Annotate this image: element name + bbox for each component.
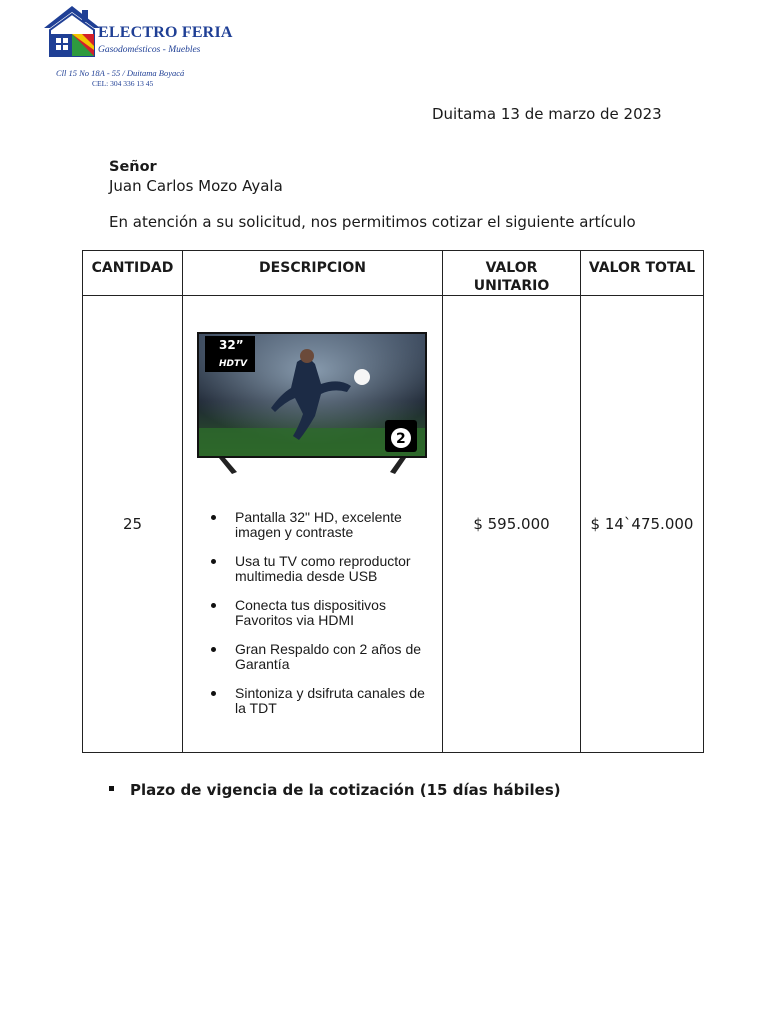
bullet-icon	[211, 559, 216, 564]
header-description: DESCRIPCION	[183, 251, 443, 296]
salutation: Señor	[109, 159, 157, 175]
header-total-price: VALOR TOTAL	[581, 251, 704, 296]
company-phone: CEL: 304 336 13 45	[92, 79, 154, 88]
list-item: Conecta tus dispositivos Favoritos via HDMI	[207, 598, 435, 628]
bullet-icon	[211, 515, 216, 520]
tv-product-image	[197, 332, 429, 477]
house-logo-icon	[42, 4, 102, 60]
brand-name: ELECTRO FERIA	[98, 24, 233, 41]
quantity-cell	[83, 296, 183, 753]
list-item: Pantalla 32" HD, excelente imagen y contraste	[207, 510, 435, 540]
tv-warranty-badge: 2	[396, 431, 406, 447]
intro-text: En atención a su solicitud, nos permitimos cotizar el siguiente artículo	[109, 213, 636, 231]
table-row	[83, 296, 704, 753]
letter-date: Duitama 13 de marzo de 2023	[432, 105, 662, 123]
validity-text: Plazo de vigencia de la cotización (15 días hábiles)	[130, 781, 561, 799]
company-logo	[42, 4, 233, 90]
recipient-name: Juan Carlos Mozo Ayala	[109, 177, 283, 195]
header-unit-price	[443, 251, 581, 296]
total-price-cell	[581, 296, 704, 753]
list-item: Gran Respaldo con 2 años de Garantía	[207, 642, 435, 672]
brand-tagline: Gasodomésticos - Muebles	[98, 45, 201, 55]
quotation-table	[82, 250, 704, 753]
tv-hd-badge: HDTV	[219, 359, 248, 369]
list-item: Sintoniza y dsifruta canales de la TDT	[207, 686, 435, 716]
quantity-value: 25	[122, 515, 143, 533]
total-price-value: $ 14`475.000	[590, 515, 694, 533]
bullet-icon	[211, 603, 216, 608]
description-cell	[183, 296, 443, 753]
unit-price-value: $ 595.000	[473, 515, 550, 533]
table-header-row	[83, 251, 704, 296]
bullet-icon	[211, 647, 216, 652]
tv-size-badge: 32”	[219, 338, 244, 352]
header-unit-price-label: VALOR UNITARIO	[473, 260, 550, 294]
company-address: Cll 15 No 18A - 55 / Duitama Boyacá	[56, 68, 185, 78]
header-quantity: CANTIDAD	[83, 251, 183, 296]
validity-note	[109, 781, 561, 799]
feature-list	[207, 510, 435, 730]
square-bullet-icon	[109, 786, 114, 791]
bullet-icon	[211, 691, 216, 696]
list-item: Usa tu TV como reproductor multimedia desde USB	[207, 554, 435, 584]
unit-price-cell	[443, 296, 581, 753]
